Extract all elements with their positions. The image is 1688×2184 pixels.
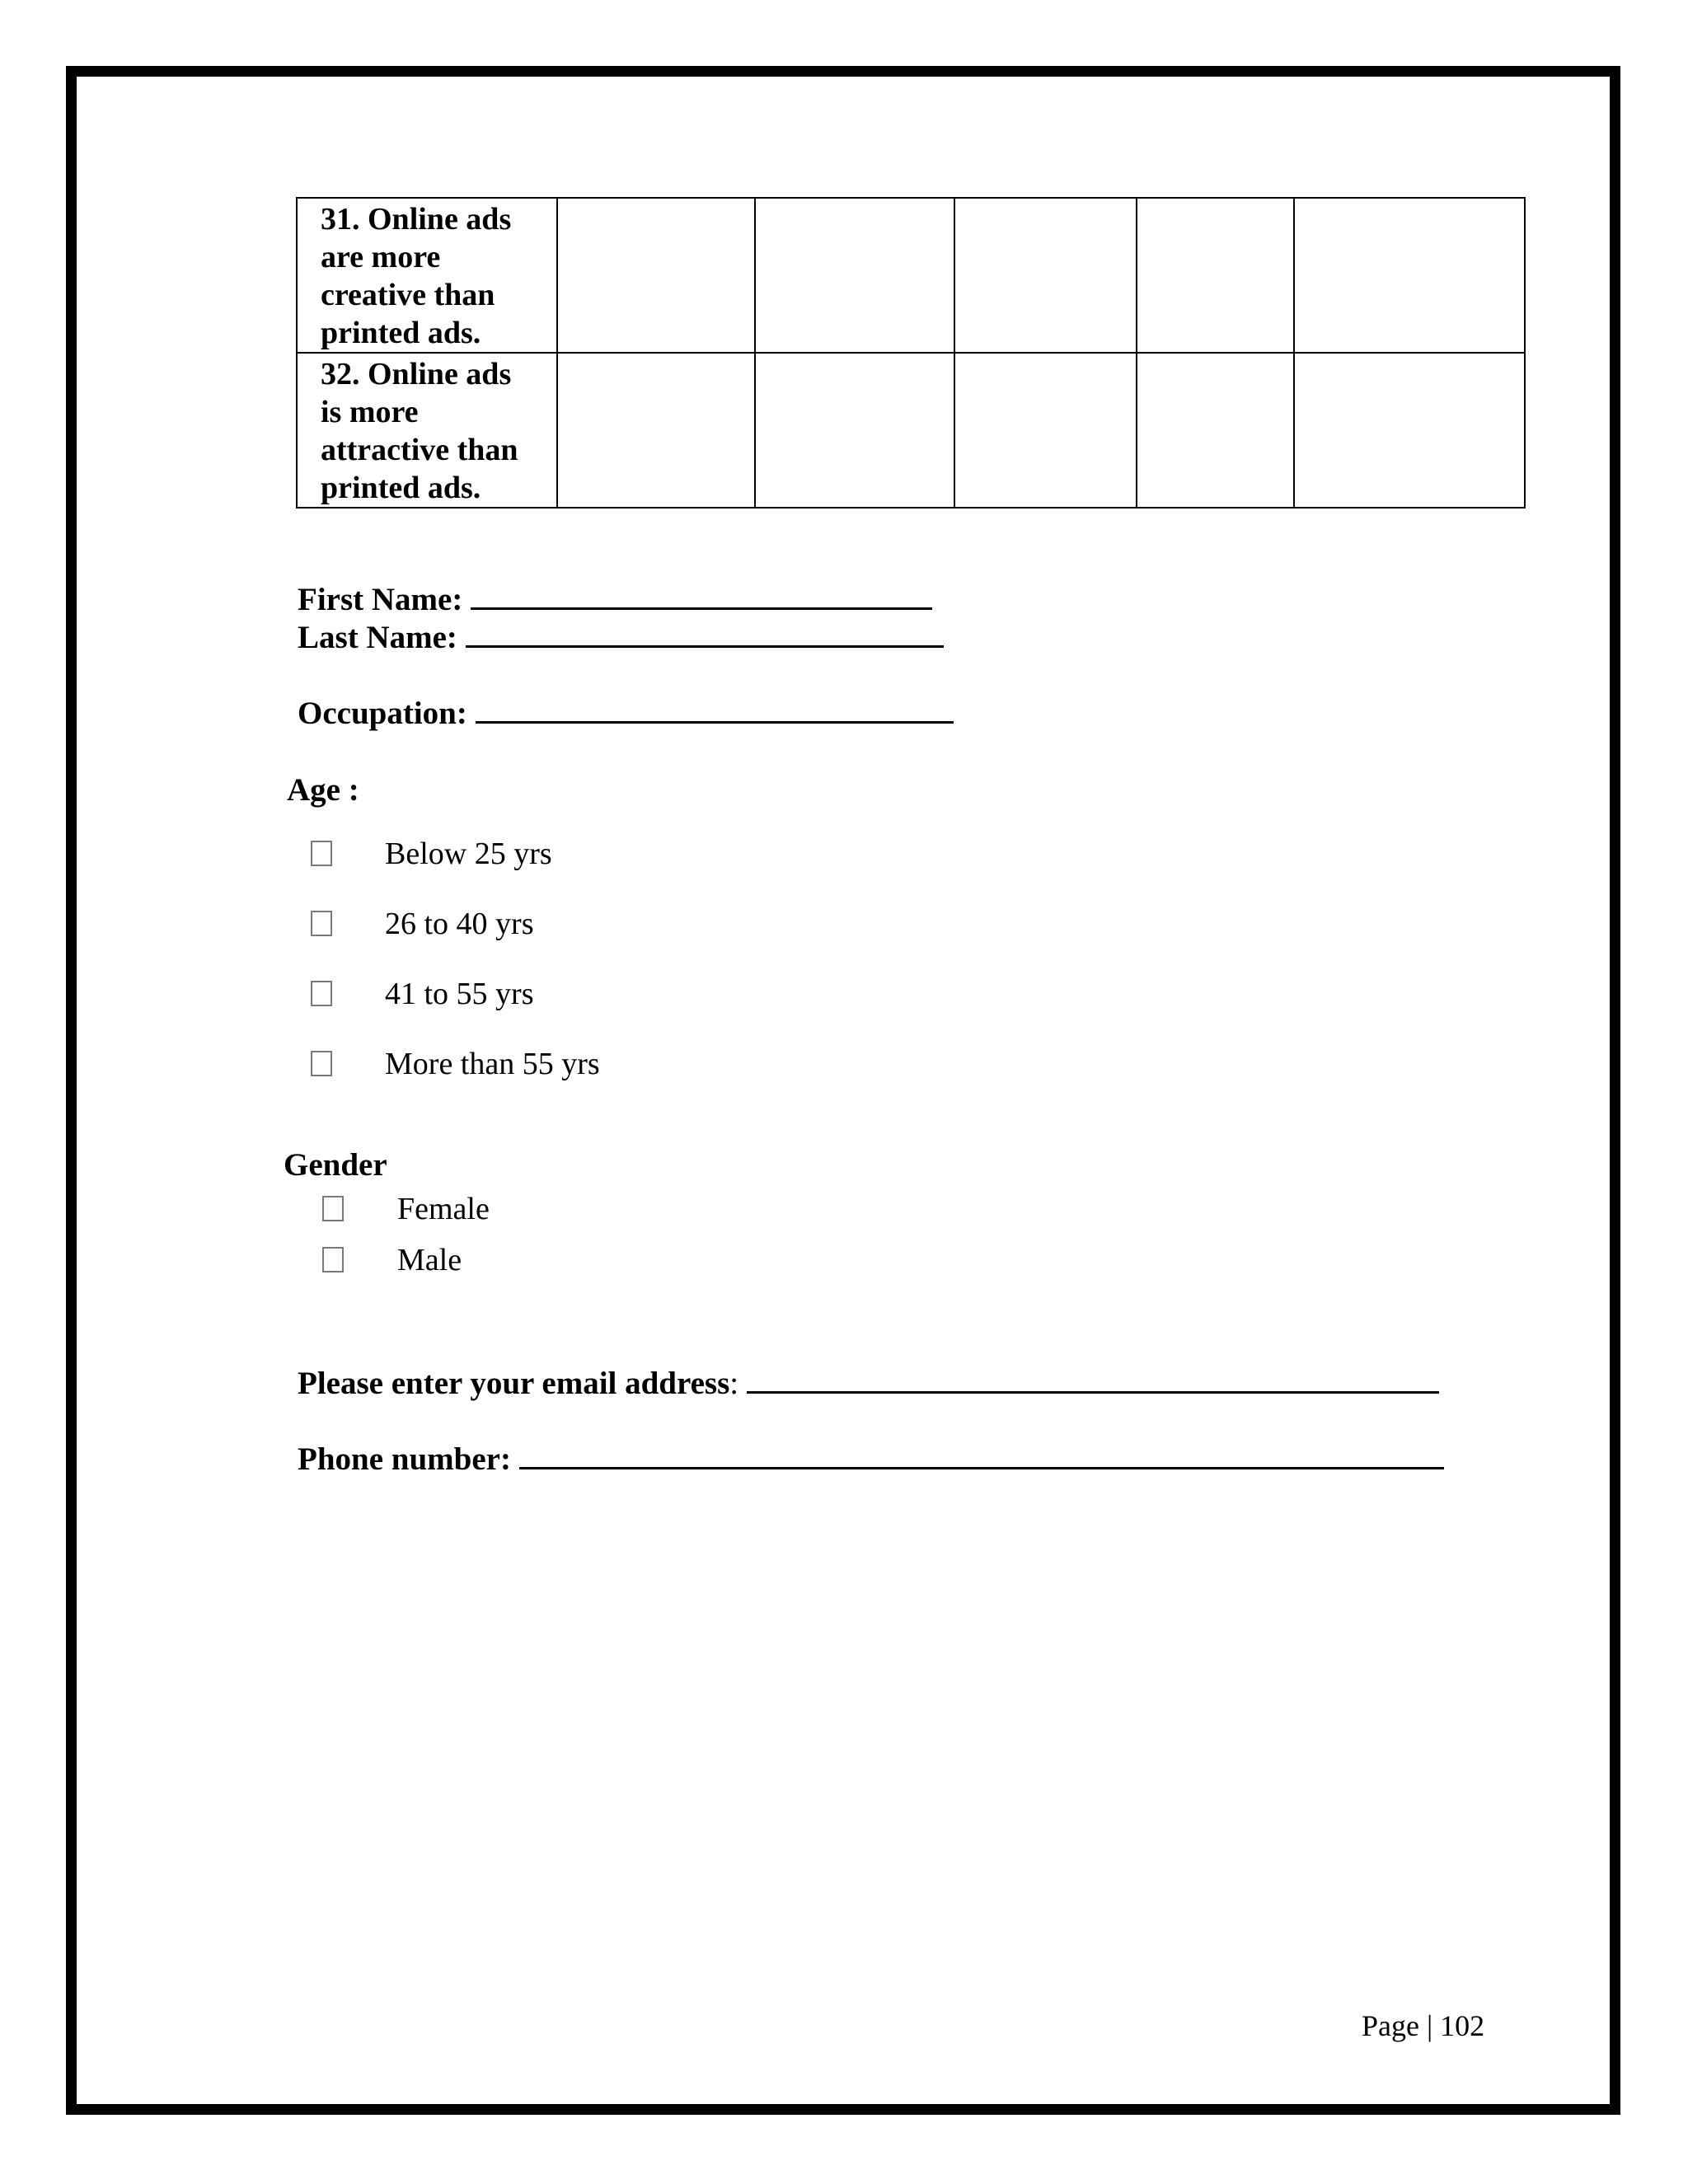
question-line: are more bbox=[321, 240, 441, 274]
question-line: 32. Online ads bbox=[321, 357, 512, 391]
age-option-over-55[interactable] bbox=[311, 1046, 600, 1081]
question-line: creative than bbox=[321, 278, 495, 312]
checkbox-icon[interactable] bbox=[311, 981, 332, 1006]
response-cell[interactable] bbox=[954, 198, 1137, 353]
response-cell[interactable] bbox=[557, 353, 755, 508]
checkbox-icon[interactable] bbox=[322, 1196, 344, 1221]
question-line: 31. Online ads bbox=[321, 202, 512, 237]
age-option-26-40[interactable] bbox=[311, 906, 534, 941]
email-colon: : bbox=[729, 1366, 739, 1401]
response-cell[interactable] bbox=[755, 198, 954, 353]
occupation-field bbox=[298, 695, 954, 733]
first-name-input-line[interactable] bbox=[471, 581, 932, 610]
last-name-input-line[interactable] bbox=[466, 619, 944, 648]
response-cell[interactable] bbox=[954, 353, 1137, 508]
phone-label: Phone number: bbox=[298, 1441, 511, 1477]
gender-label: Gender bbox=[284, 1147, 387, 1183]
page-number: Page | 102 bbox=[1362, 2009, 1485, 2042]
phone-input-line[interactable] bbox=[519, 1441, 1444, 1469]
checkbox-icon[interactable] bbox=[311, 841, 332, 866]
checkbox-icon[interactable] bbox=[322, 1247, 344, 1272]
response-cell[interactable] bbox=[557, 198, 755, 353]
email-label: Please enter your email address bbox=[298, 1366, 730, 1401]
last-name-label: Last Name: bbox=[298, 620, 457, 655]
response-cell[interactable] bbox=[1294, 353, 1525, 508]
first-name-field bbox=[298, 581, 932, 619]
age-option-label: 41 to 55 yrs bbox=[385, 976, 534, 1011]
response-cell[interactable] bbox=[1137, 353, 1294, 508]
checkbox-icon[interactable] bbox=[311, 911, 332, 936]
last-name-field bbox=[298, 619, 944, 657]
gender-option-label: Male bbox=[397, 1242, 462, 1277]
checkbox-icon[interactable] bbox=[311, 1051, 332, 1076]
question-line: is more bbox=[321, 395, 419, 429]
question-32 bbox=[297, 353, 557, 508]
age-label: Age : bbox=[287, 772, 359, 808]
occupation-input-line[interactable] bbox=[476, 695, 954, 724]
question-line: attractive than bbox=[321, 433, 518, 467]
question-31 bbox=[297, 198, 557, 353]
age-option-label: 26 to 40 yrs bbox=[385, 906, 534, 941]
email-input-line[interactable] bbox=[747, 1365, 1439, 1394]
gender-option-male[interactable] bbox=[322, 1242, 462, 1277]
email-field bbox=[298, 1365, 1439, 1403]
first-name-label: First Name: bbox=[298, 582, 463, 617]
occupation-label: Occupation: bbox=[298, 696, 467, 731]
survey-table bbox=[296, 197, 1526, 509]
phone-field bbox=[298, 1441, 1444, 1479]
gender-option-female[interactable] bbox=[322, 1191, 490, 1226]
gender-option-label: Female bbox=[397, 1191, 490, 1226]
question-line: printed ads. bbox=[321, 316, 481, 350]
age-option-below-25[interactable] bbox=[311, 836, 552, 871]
response-cell[interactable] bbox=[755, 353, 954, 508]
response-cell[interactable] bbox=[1294, 198, 1525, 353]
response-cell[interactable] bbox=[1137, 198, 1294, 353]
age-option-label: More than 55 yrs bbox=[385, 1046, 600, 1081]
age-option-41-55[interactable] bbox=[311, 976, 534, 1011]
age-option-label: Below 25 yrs bbox=[385, 836, 552, 871]
question-line: printed ads. bbox=[321, 471, 481, 505]
table-row bbox=[297, 198, 1525, 353]
table-row bbox=[297, 353, 1525, 508]
